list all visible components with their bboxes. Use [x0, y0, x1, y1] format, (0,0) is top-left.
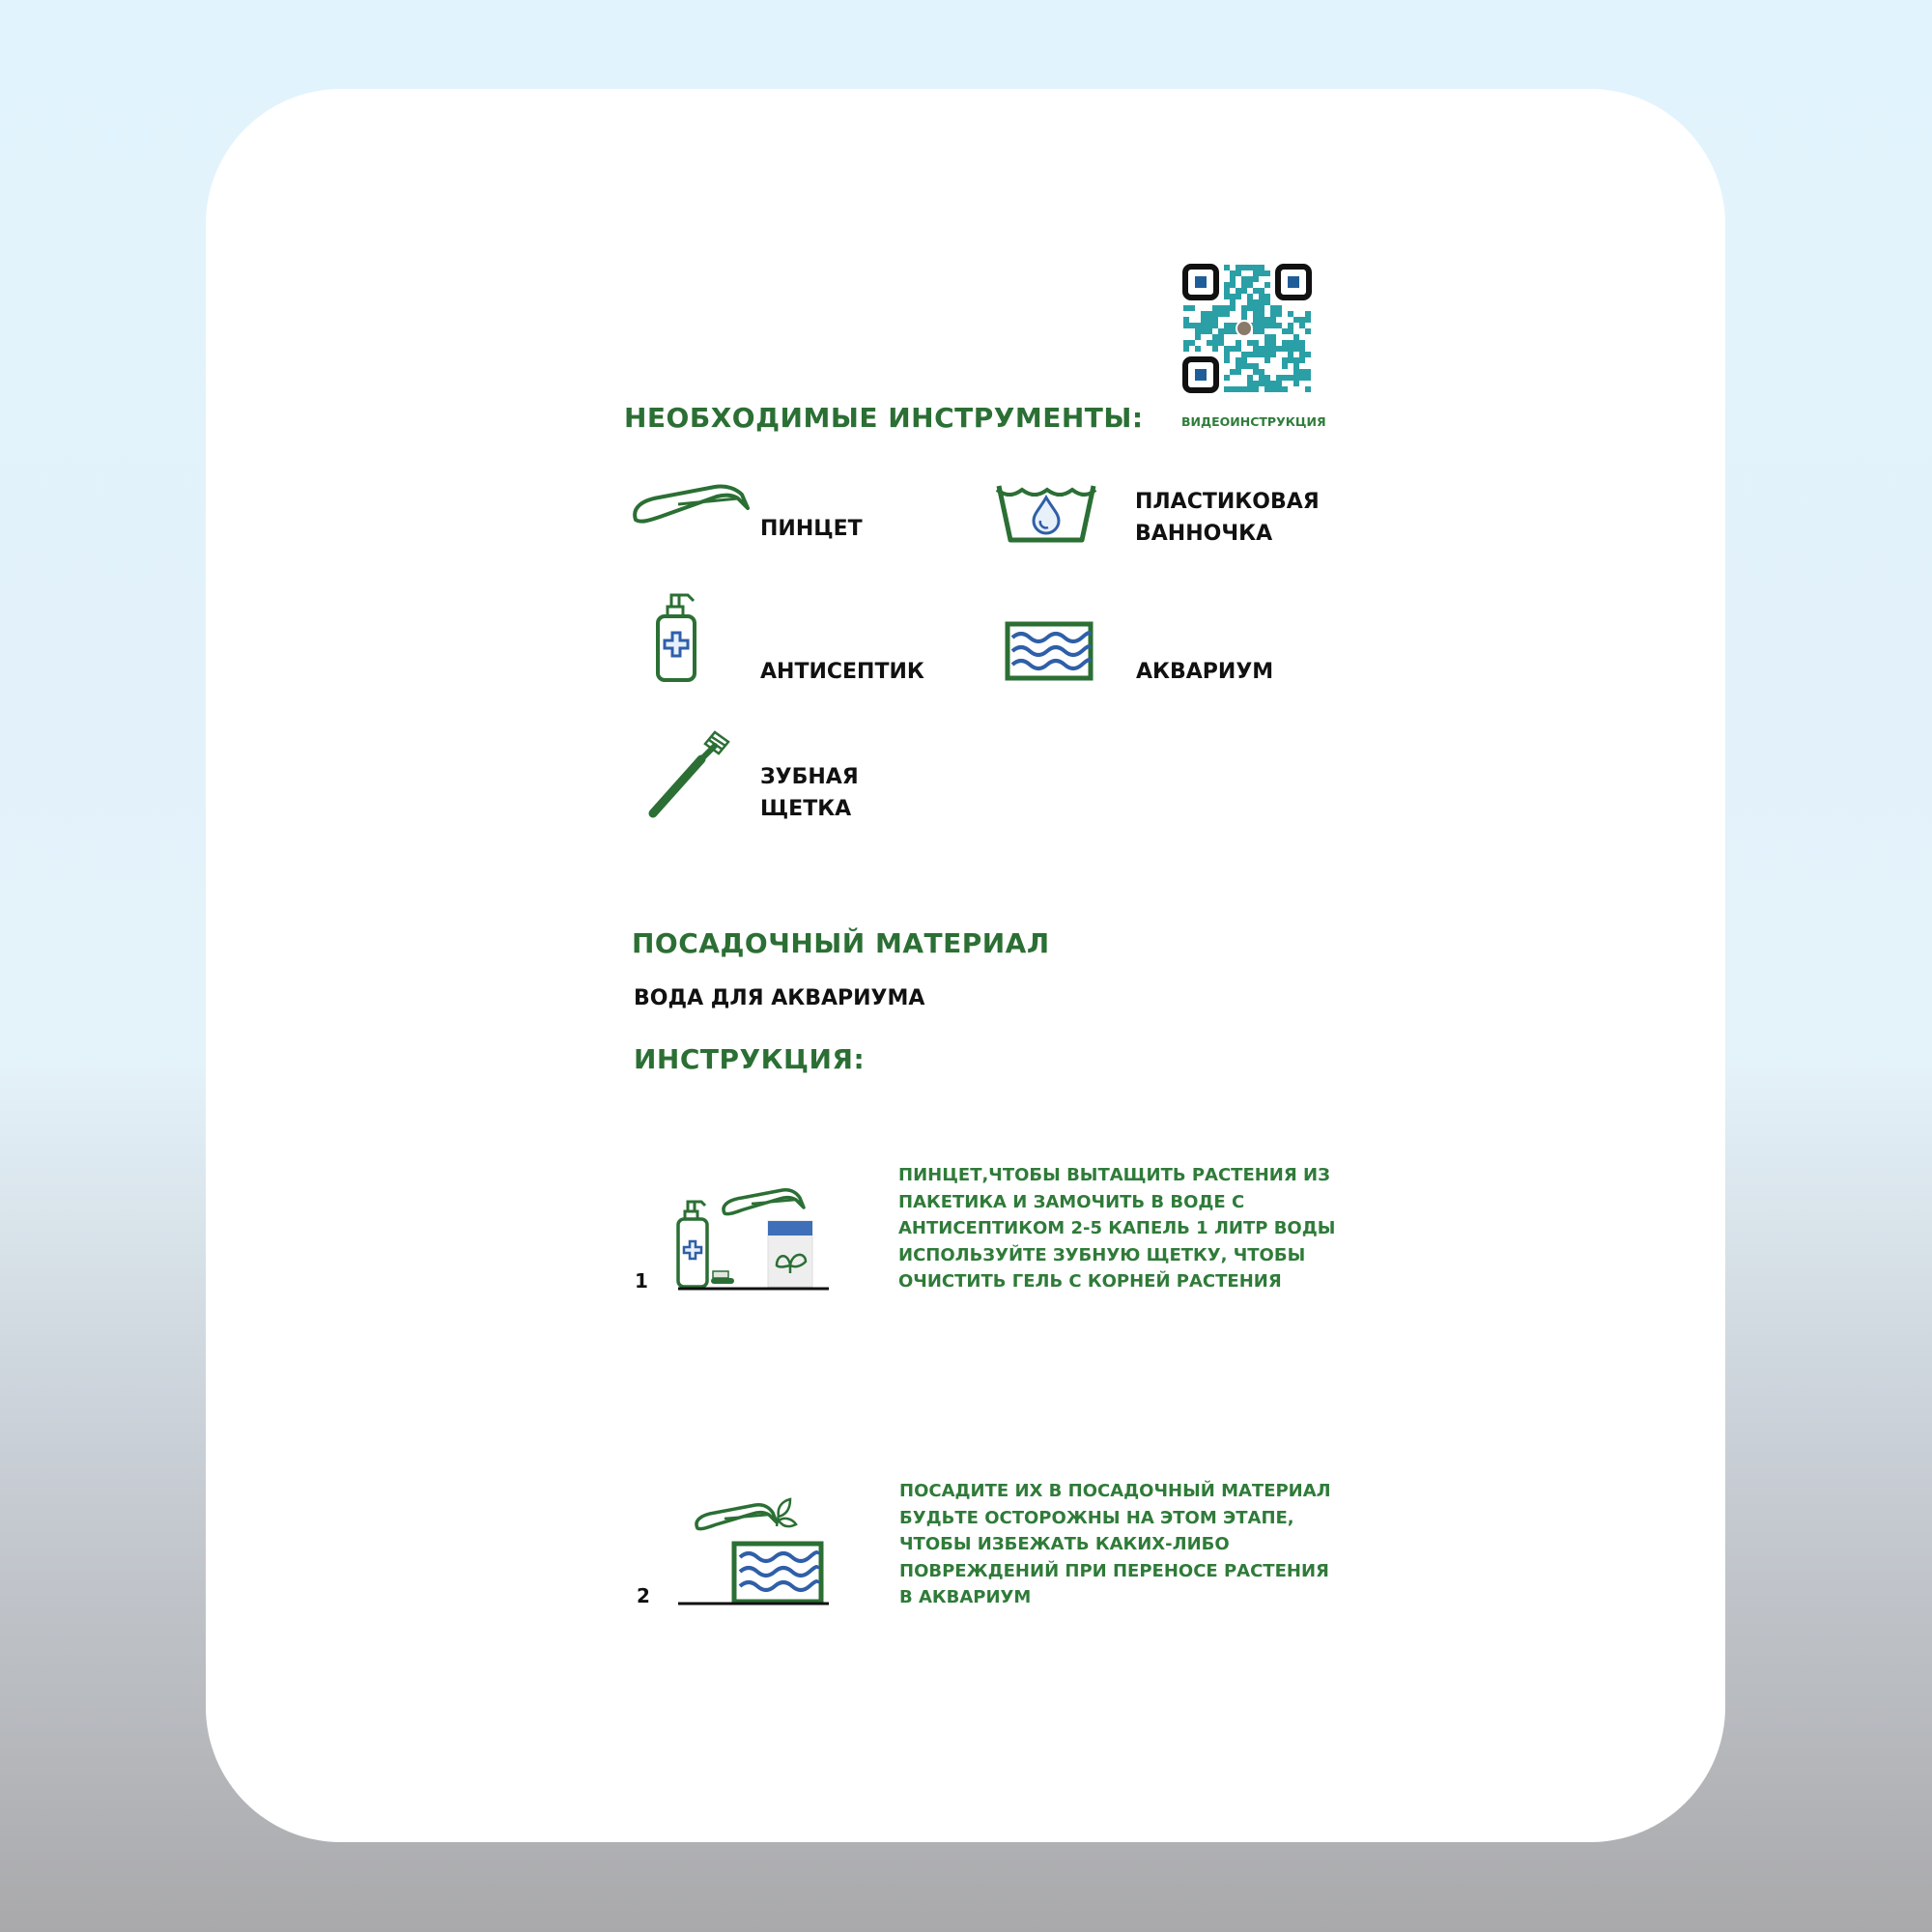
tool-label-aquarium: АКВАРИУМ: [1136, 660, 1274, 684]
qr-finder-tr: [1278, 267, 1309, 298]
basin-icon: [995, 482, 1097, 544]
aquarium-icon: [1005, 621, 1094, 681]
tools-heading: НЕОБХОДИМЫЕ ИНСТРУМЕНТЫ:: [624, 402, 1144, 434]
qr-finder-tl: [1185, 267, 1216, 298]
tool-label-antiseptic: АНТИСЕПТИК: [760, 660, 924, 684]
toothbrush-icon: [645, 728, 734, 821]
step-1-text: ПИНЦЕТ,ЧТОБЫ ВЫТАЩИТЬ РАСТЕНИЯ ИЗ ПАКЕТИКА И ЗАМОЧИТЬ В ВОДЕ С АНТИСЕПТИКОМ 2-5 КАПЕЛЬ 1 ЛИТР ВОДЫ ИСПОЛЬЗУЙТЕ ЗУБНУЮ ЩЕТКУ, ЧТОБЫ ОЧИСТИТЬ ГЕЛЬ С КОРНЕЙ РАСТЕНИЯ: [898, 1165, 1336, 1292]
planting-heading: ПОСАДОЧНЫЙ МАТЕРИАЛ: [632, 927, 1050, 959]
tool-label-toothbrush: ЗУБНАЯ ЩЕТКА: [760, 765, 859, 821]
tool-label-basin: ПЛАСТИКОВАЯ ВАННОЧКА: [1135, 490, 1320, 546]
step-number: 1: [635, 1269, 648, 1293]
tool-label-tweezers: ПИНЦЕТ: [760, 517, 863, 541]
qr-caption: ВИДЕОИНСТРУКЦИЯ: [1181, 414, 1326, 429]
instructions-heading: ИНСТРУКЦИЯ:: [634, 1043, 866, 1075]
step-1-illustration: [676, 1180, 831, 1292]
step-2-illustration: [676, 1495, 831, 1606]
tweezers-icon: [630, 481, 751, 531]
planting-item: ВОДА ДЛЯ АКВАРИУМА: [634, 986, 925, 1010]
qr-code[interactable]: [1183, 265, 1311, 392]
step-2-text: ПОСАДИТЕ ИХ В ПОСАДОЧНЫЙ МАТЕРИАЛ БУДЬТЕ ОСТОРОЖНЫ НА ЭТОМ ЭТАПЕ, ЧТОБЫ ИЗБЕЖАТЬ КАКИХ-ЛИБО ПОВРЕЖДЕНИЙ ПРИ ПЕРЕНОСЕ РАСТЕНИЯ В АКВАРИУМ: [899, 1481, 1331, 1607]
step-number: 2: [637, 1584, 650, 1607]
antiseptic-bottle-icon: [655, 591, 699, 683]
qr-finder-bl: [1185, 359, 1216, 390]
qr-logo: [1236, 321, 1252, 336]
